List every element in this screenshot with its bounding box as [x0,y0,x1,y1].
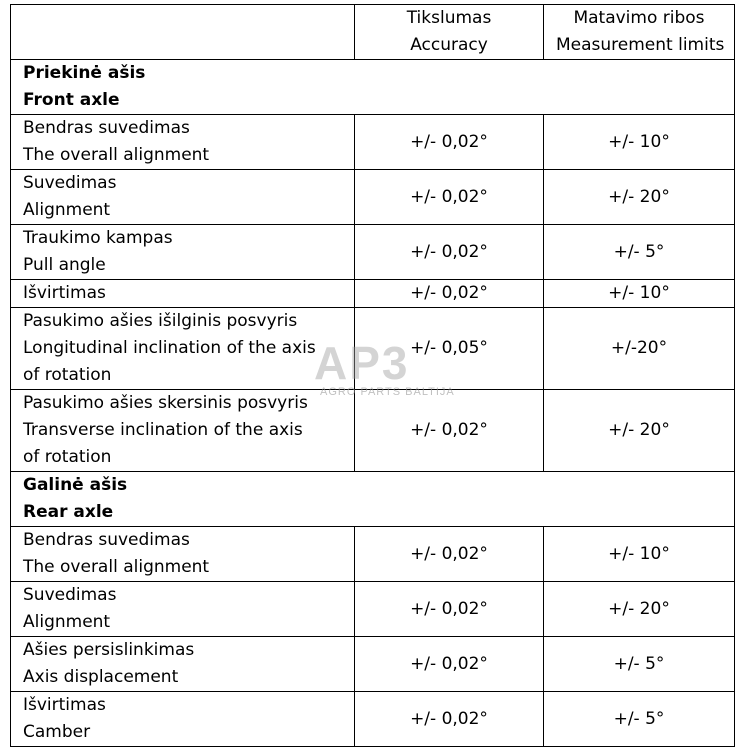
parameter-cell [11,115,355,170]
parameter-name-lt: Traukimo kampas [23,228,173,248]
table-row [11,637,735,692]
header-accuracy-lt: Tikslumas [406,8,492,28]
rear-axle-title-en: Rear axle [23,502,114,522]
front-axle-title-en: Front axle [23,90,120,110]
header-accuracy-en: Accuracy [410,35,488,55]
header-row [11,5,735,60]
parameter-name-en: Camber [23,722,91,742]
header-empty-cell [11,5,355,60]
accuracy-value: +/- 0,02° [355,637,544,692]
accuracy-value: +/- 0,02° [355,582,544,637]
limits-value: +/- 20° [544,390,735,472]
parameter-name-en: Alignment [23,612,111,632]
accuracy-value: +/- 0,02° [355,390,544,472]
parameter-name-lt: Suvedimas [23,585,117,605]
parameter-name-en: Pull angle [23,255,106,275]
parameter-name-lt: Suvedimas [23,173,117,193]
section-row-rear-axle [11,472,735,527]
parameter-name-en: The overall alignment [23,145,210,165]
section-title-front-axle [11,60,735,115]
table-row [11,170,735,225]
parameter-name-en: Axis displacement [23,667,179,687]
watermark-logo-text: AP3 [314,337,410,389]
parameter-cell [11,637,355,692]
table-row [11,527,735,582]
parameter-name-en: Alignment [23,200,111,220]
parameter-name-en: Longitudinal inclination of the axis [23,338,316,358]
accuracy-value: +/- 0,02° [355,170,544,225]
parameter-cell [11,527,355,582]
table-row [11,115,735,170]
parameter-name-lt: Bendras suvedimas [23,530,190,550]
watermark-tagline: AGRO PARTS BALTIJA [320,386,455,398]
header-limits [544,5,735,60]
parameter-name-en-cont: of rotation [23,365,112,385]
parameter-cell [11,170,355,225]
accuracy-value: +/- 0,02° [355,225,544,280]
table-row [11,692,735,747]
parameter-cell [11,692,355,747]
accuracy-value: +/- 0,02° [355,527,544,582]
accuracy-value: +/- 0,02° [355,280,544,308]
limits-value: +/- 5° [544,637,735,692]
parameter-name-lt: Pasukimo ašies skersinis posvyris [23,393,308,413]
limits-value: +/- 20° [544,582,735,637]
section-row-front-axle [11,60,735,115]
limits-value: +/- 10° [544,280,735,308]
header-limits-en: Measurement limits [556,35,725,55]
parameter-name-en-cont: of rotation [23,447,112,467]
accuracy-value: +/- 0,02° [355,692,544,747]
table-row [11,225,735,280]
table-row [11,280,735,308]
table-row [11,390,735,472]
table-row [11,308,735,390]
limits-value: +/- 5° [544,225,735,280]
parameter-name-lt: Bendras suvedimas [23,118,190,138]
parameter-cell [11,582,355,637]
limits-value: +/-20° [544,308,735,390]
specifications-table [10,4,735,747]
parameter-name-lt: Pasukimo ašies išilginis posvyris [23,311,298,331]
parameter-name-lt: Išvirtimas [23,283,106,303]
parameter-name-lt: Ašies persislinkimas [23,640,195,660]
front-axle-title-lt: Priekinė ašis [23,63,146,83]
rear-axle-title-lt: Galinė ašis [23,475,128,495]
accuracy-value: +/- 0,05° [355,308,544,390]
parameter-name-en: The overall alignment [23,557,210,577]
limits-value: +/- 10° [544,527,735,582]
parameter-cell [11,390,355,472]
parameter-name-en: Transverse inclination of the axis [23,420,303,440]
section-title-rear-axle [11,472,735,527]
accuracy-value: +/- 0,02° [355,115,544,170]
header-limits-lt: Matavimo ribos [573,8,705,28]
parameter-cell [11,280,355,308]
parameter-name-lt: Išvirtimas [23,695,106,715]
header-accuracy [355,5,544,60]
limits-value: +/- 20° [544,170,735,225]
limits-value: +/- 10° [544,115,735,170]
table-row [11,582,735,637]
limits-value: +/- 5° [544,692,735,747]
parameter-cell [11,225,355,280]
parameter-cell [11,308,355,390]
